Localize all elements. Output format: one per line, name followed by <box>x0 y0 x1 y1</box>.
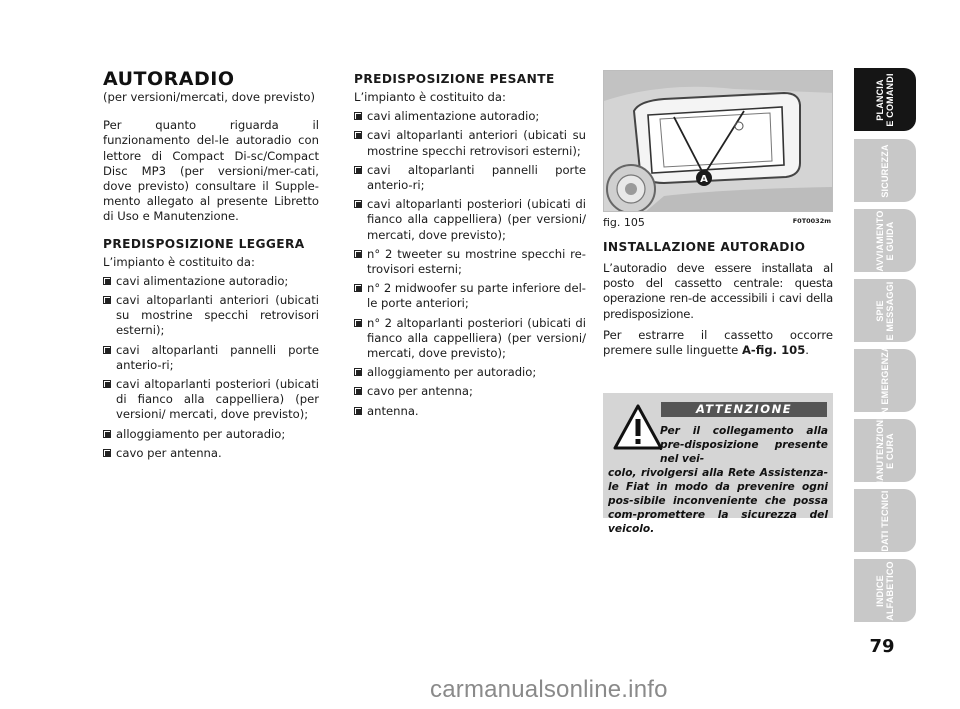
warning-banner: ATTENZIONE <box>661 402 827 417</box>
warning-text: Per il collegamento alla pre-disposizione presente nel vei- colo, rivolgersi alla Rete Assistenza-le Fiat in modo da prevenire ogni pos-sibile inconveniente che possa com-promettere la sicurezza del veicolo. <box>608 425 828 535</box>
figure-marker-a: A <box>700 174 708 185</box>
list-item: cavi altoparlanti pannelli porte anterio-ri; <box>354 163 586 193</box>
list-item: cavo per antenna. <box>103 446 319 461</box>
figure-caption: fig. 105 <box>603 216 645 229</box>
checkbox-bullet-icon <box>354 112 362 120</box>
page-subtitle: (per versioni/mercati, dove previsto) <box>103 90 316 104</box>
radio-slot-illustration <box>604 71 833 212</box>
list-item: cavi altoparlanti posteriori (ubicati di fianco alla cappelliera) (per versioni/ mercati, dove previsto); <box>103 377 319 423</box>
list-item: cavo per antenna; <box>354 384 586 399</box>
checkbox-bullet-icon <box>103 296 111 304</box>
checkbox-bullet-icon <box>354 250 362 258</box>
checkbox-bullet-icon <box>103 277 111 285</box>
list-item: cavi alimentazione autoradio; <box>354 109 586 124</box>
tab-dati-tecnici[interactable]: DATI TECNICI <box>854 489 916 552</box>
intro-paragraph: Per quanto riguarda il funzionamento del-le autoradio con lettore di Compact Di-sc/Compact Disc MP3 (per versioni/mer-cati, dove previsto) consultare il Supple-mento allegato al presente Libretto di Uso e Manutenzione. <box>103 118 319 224</box>
checkbox-bullet-icon <box>103 430 111 438</box>
tab-in-emergenza[interactable]: IN EMERGENZA <box>854 349 916 412</box>
heavy-heading: PREDISPOSIZIONE PESANTE <box>354 72 555 86</box>
checkbox-bullet-icon <box>354 284 362 292</box>
list-item: antenna. <box>354 404 586 419</box>
checkbox-bullet-icon <box>354 407 362 415</box>
list-item: cavi altoparlanti anteriori (ubicati su mostrine specchi retrovisori esterni); <box>103 293 319 339</box>
list-item: n° 2 midwoofer su parte inferiore del-le porte anteriori; <box>354 281 586 311</box>
checkbox-bullet-icon <box>354 200 362 208</box>
watermark: carmanualsonline.info <box>430 676 668 703</box>
tab-manutenzione-e-cura[interactable]: MANUTENZIONE E CURA <box>854 419 916 482</box>
tab-spie-e-messaggi[interactable]: SPIE E MESSAGGI <box>854 279 916 342</box>
light-list <box>103 274 319 461</box>
list-item: cavi alimentazione autoradio; <box>103 274 319 289</box>
dashboard-radio-figure <box>603 70 833 212</box>
list-item: cavi altoparlanti pannelli porte anterio-ri; <box>103 343 319 373</box>
checkbox-bullet-icon <box>103 380 111 388</box>
list-item: alloggiamento per autoradio; <box>103 427 319 442</box>
list-item: cavi altoparlanti anteriori (ubicati su mostrine specchi retrovisori esterni); <box>354 128 586 158</box>
checkbox-bullet-icon <box>354 368 362 376</box>
light-heading: PREDISPOSIZIONE LEGGERA <box>103 236 305 251</box>
tab-plancia-e-comandi[interactable]: PLANCIA E COMANDI <box>854 68 916 131</box>
heavy-list <box>354 109 586 419</box>
list-item: cavi altoparlanti posteriori (ubicati di fianco alla cappelliera) (per versioni/ mercati, dove previsto); <box>354 197 586 243</box>
page-number: 79 <box>869 636 895 657</box>
figure-code: F0T0032m <box>792 217 831 225</box>
list-item: n° 2 altoparlanti posteriori (ubicati di fianco alla cappelliera) (per versioni/ mercati, dove previsto); <box>354 316 586 362</box>
install-paragraph-1: L’autoradio deve essere installata al posto del cassetto centrale: questa operazione ren-de accessibili i cavi della predisposizione. <box>603 261 833 321</box>
warning-box <box>603 393 833 535</box>
checkbox-bullet-icon <box>354 131 362 139</box>
tab-sicurezza[interactable]: SICUREZZA <box>854 139 916 202</box>
figure-reference: A-fig. 105 <box>741 343 806 358</box>
install-paragraph-2: Per estrarre il cassetto occorre premere sulle linguette A-fig. 105. <box>603 327 833 358</box>
checkbox-bullet-icon <box>354 166 362 174</box>
list-item: alloggiamento per autoradio; <box>354 365 586 380</box>
tab-avviamento-e-guida[interactable]: AVVIAMENTO E GUIDA <box>854 209 916 272</box>
checkbox-bullet-icon <box>354 387 362 395</box>
figure-caption-row <box>603 215 833 231</box>
tab-indice-alfabetico[interactable]: INDICE ALFABETICO <box>854 559 916 622</box>
page-title: AUTORADIO <box>103 68 235 90</box>
column-middle <box>354 68 586 423</box>
list-item: n° 2 tweeter su mostrine specchi re-trovisori esterni; <box>354 247 586 277</box>
checkbox-bullet-icon <box>103 449 111 457</box>
checkbox-bullet-icon <box>354 319 362 327</box>
install-heading: INSTALLAZIONE AUTORADIO <box>603 240 806 254</box>
column-left <box>103 68 319 465</box>
light-lead: L’impianto è costituito da: <box>103 254 255 269</box>
column-right <box>603 68 833 358</box>
heavy-lead: L’impianto è costituito da: <box>354 90 506 104</box>
checkbox-bullet-icon <box>103 346 111 354</box>
